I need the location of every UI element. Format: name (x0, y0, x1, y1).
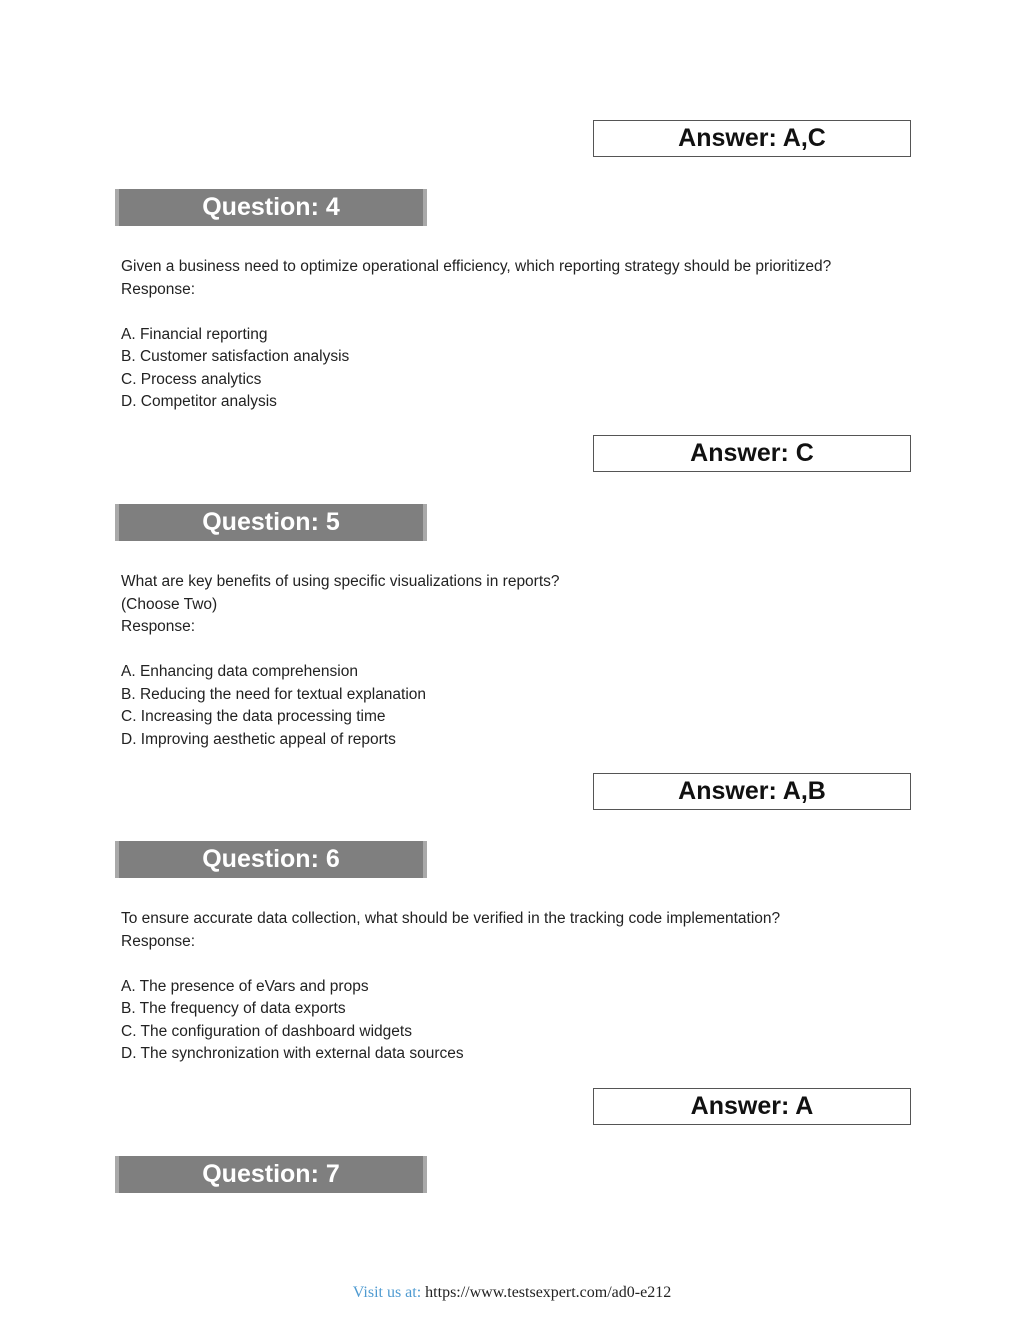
answer-option: D. The synchronization with external data sources (121, 1045, 464, 1062)
answer-box (593, 1088, 911, 1125)
question-body (121, 571, 921, 751)
question-prompt-line: Given a business need to optimize operational efficiency, which reporting strategy should be prioritized? (121, 258, 832, 275)
answer-text: Answer: A,B (678, 777, 826, 805)
page-footer (0, 1284, 1024, 1302)
question-prompt-line: (Choose Two) (121, 595, 218, 613)
answer-option: D. Improving aesthetic appeal of reports (121, 730, 396, 748)
question-prompt-line: Response: (121, 280, 196, 298)
answer-text: Answer: A (690, 1092, 814, 1120)
answer-option: B. The frequency of data exports (121, 1000, 346, 1017)
answer-option: C. Increasing the data processing time (121, 708, 386, 725)
question-heading (115, 1156, 427, 1193)
answer-text: Answer: C (690, 439, 814, 467)
question-prompt-line: What are key benefits of using specific visualizations in reports? (121, 573, 560, 590)
answer-box (593, 435, 911, 472)
answer-option: C. The configuration of dashboard widgets (121, 1022, 412, 1040)
question-prompt-line: To ensure accurate data collection, what should be verified in the tracking code implementation? (121, 910, 781, 927)
question-body (121, 908, 921, 1066)
question-heading (115, 504, 427, 541)
footer-label: Visit us at: (352, 1284, 422, 1301)
answer-text: Answer: A,C (678, 124, 826, 152)
question-heading (115, 189, 427, 226)
question-heading-text: Question: 6 (202, 845, 340, 873)
answer-box (593, 120, 911, 157)
answer-option: D. Competitor analysis (121, 393, 277, 410)
answer-option: B. Customer satisfaction analysis (121, 348, 350, 365)
question-body (121, 256, 921, 414)
answer-option: A. The presence of eVars and props (121, 977, 369, 995)
answer-option: B. Reducing the need for textual explanation (121, 685, 427, 703)
question-heading-text: Question: 4 (202, 193, 340, 221)
answer-option: C. Process analytics (121, 370, 262, 388)
question-prompt-line: Response: (121, 618, 196, 635)
question-heading (115, 841, 427, 878)
question-heading-text: Question: 5 (202, 508, 340, 536)
question-prompt-line: Response: (121, 932, 196, 950)
answer-option: A. Enhancing data comprehension (121, 663, 358, 680)
answer-option: A. Financial reporting (121, 325, 268, 343)
question-heading-text: Question: 7 (202, 1160, 340, 1188)
footer-url-link[interactable]: https://www.testsexpert.com/ad0-e212 (425, 1284, 672, 1301)
answer-box (593, 773, 911, 810)
